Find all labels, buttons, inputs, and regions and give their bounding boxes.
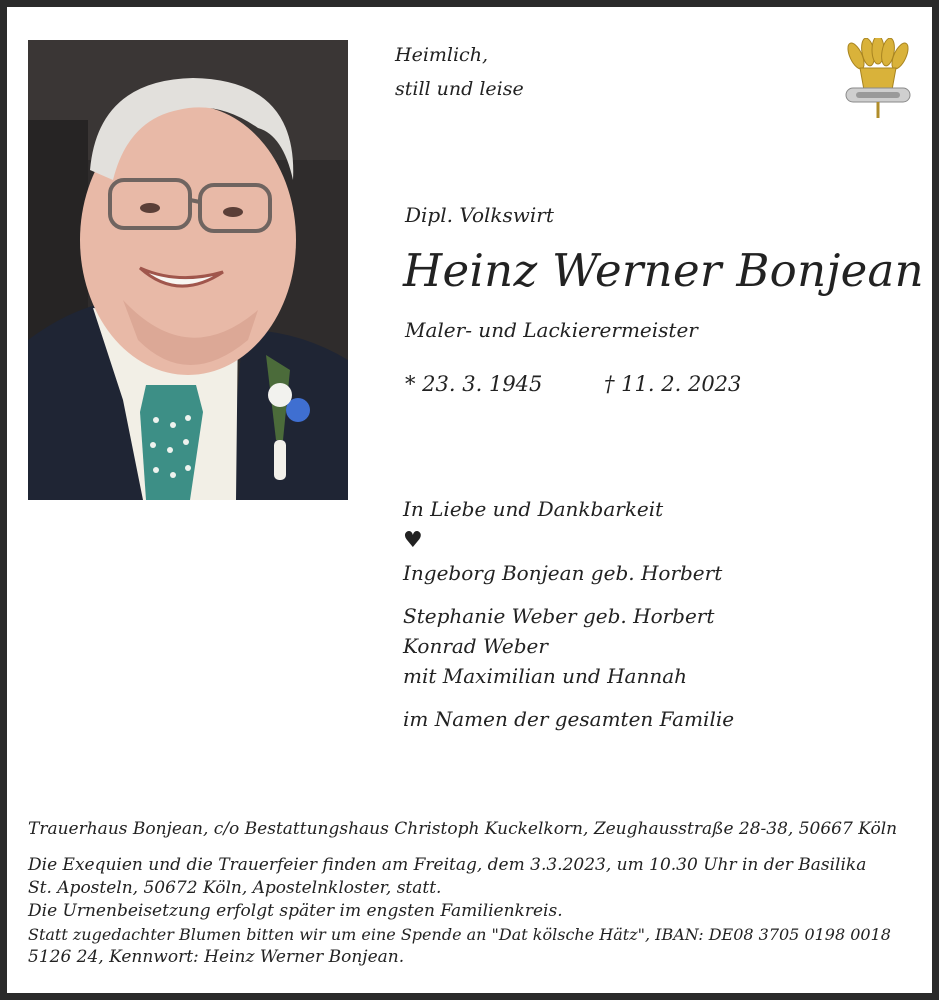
urn-burial-info: Die Urnenbeisetzung erfolgt später im engsten Familienkreis. (28, 901, 563, 921)
mourner-family-line-3: mit Maximilian und Hannah (403, 664, 688, 688)
service-info-line-1: Die Exequien und die Trauerfeier finden am Freitag, dem 3.3.2023, um 10.30 Uhr in der Basilika (28, 855, 867, 875)
golden-wheat-sheaf-pin-icon (842, 38, 914, 120)
birth-date: * 23. 3. 1945 (405, 372, 543, 396)
service-info-line-2: St. Aposteln, 50672 Köln, Apostelnkloster, statt. (28, 878, 442, 898)
mourner-family-line-2: Konrad Weber (403, 634, 548, 658)
donation-info-line-1: Statt zugedachter Blumen bitten wir um eine Spende an "Dat kölsche Hätz", IBAN: DE08 3705 0198 0018 (28, 925, 891, 944)
footer-info (28, 818, 912, 969)
funeral-home-address: Trauerhaus Bonjean, c/o Bestattungshaus Christoph Kuckelkorn, Zeughausstraße 28-38, 50667 Köln (28, 819, 898, 839)
mourner-family-line-1: Stephanie Weber geb. Horbert (403, 604, 715, 628)
deceased-name: Heinz Werner Bonjean (403, 244, 924, 297)
death-date: † 11. 2. 2023 (604, 372, 742, 396)
motto-line-2: still und leise (395, 78, 524, 100)
mourners-block (403, 494, 734, 734)
motto (395, 38, 524, 106)
motto-line-1: Heimlich, (395, 44, 488, 66)
mourners-intro: In Liebe und Dankbarkeit (403, 497, 664, 521)
mourners-closing: im Namen der gesamten Familie (403, 707, 735, 731)
donation-info-line-2: 5126 24, Kennwort: Heinz Werner Bonjean. (28, 947, 405, 967)
academic-title: Dipl. Volkswirt (405, 203, 554, 227)
mourner-spouse: Ingeborg Bonjean geb. Horbert (403, 561, 723, 585)
heart-icon: ♥ (403, 528, 423, 553)
profession: Maler- und Lackierermeister (405, 318, 698, 342)
portrait-photo (28, 40, 348, 500)
